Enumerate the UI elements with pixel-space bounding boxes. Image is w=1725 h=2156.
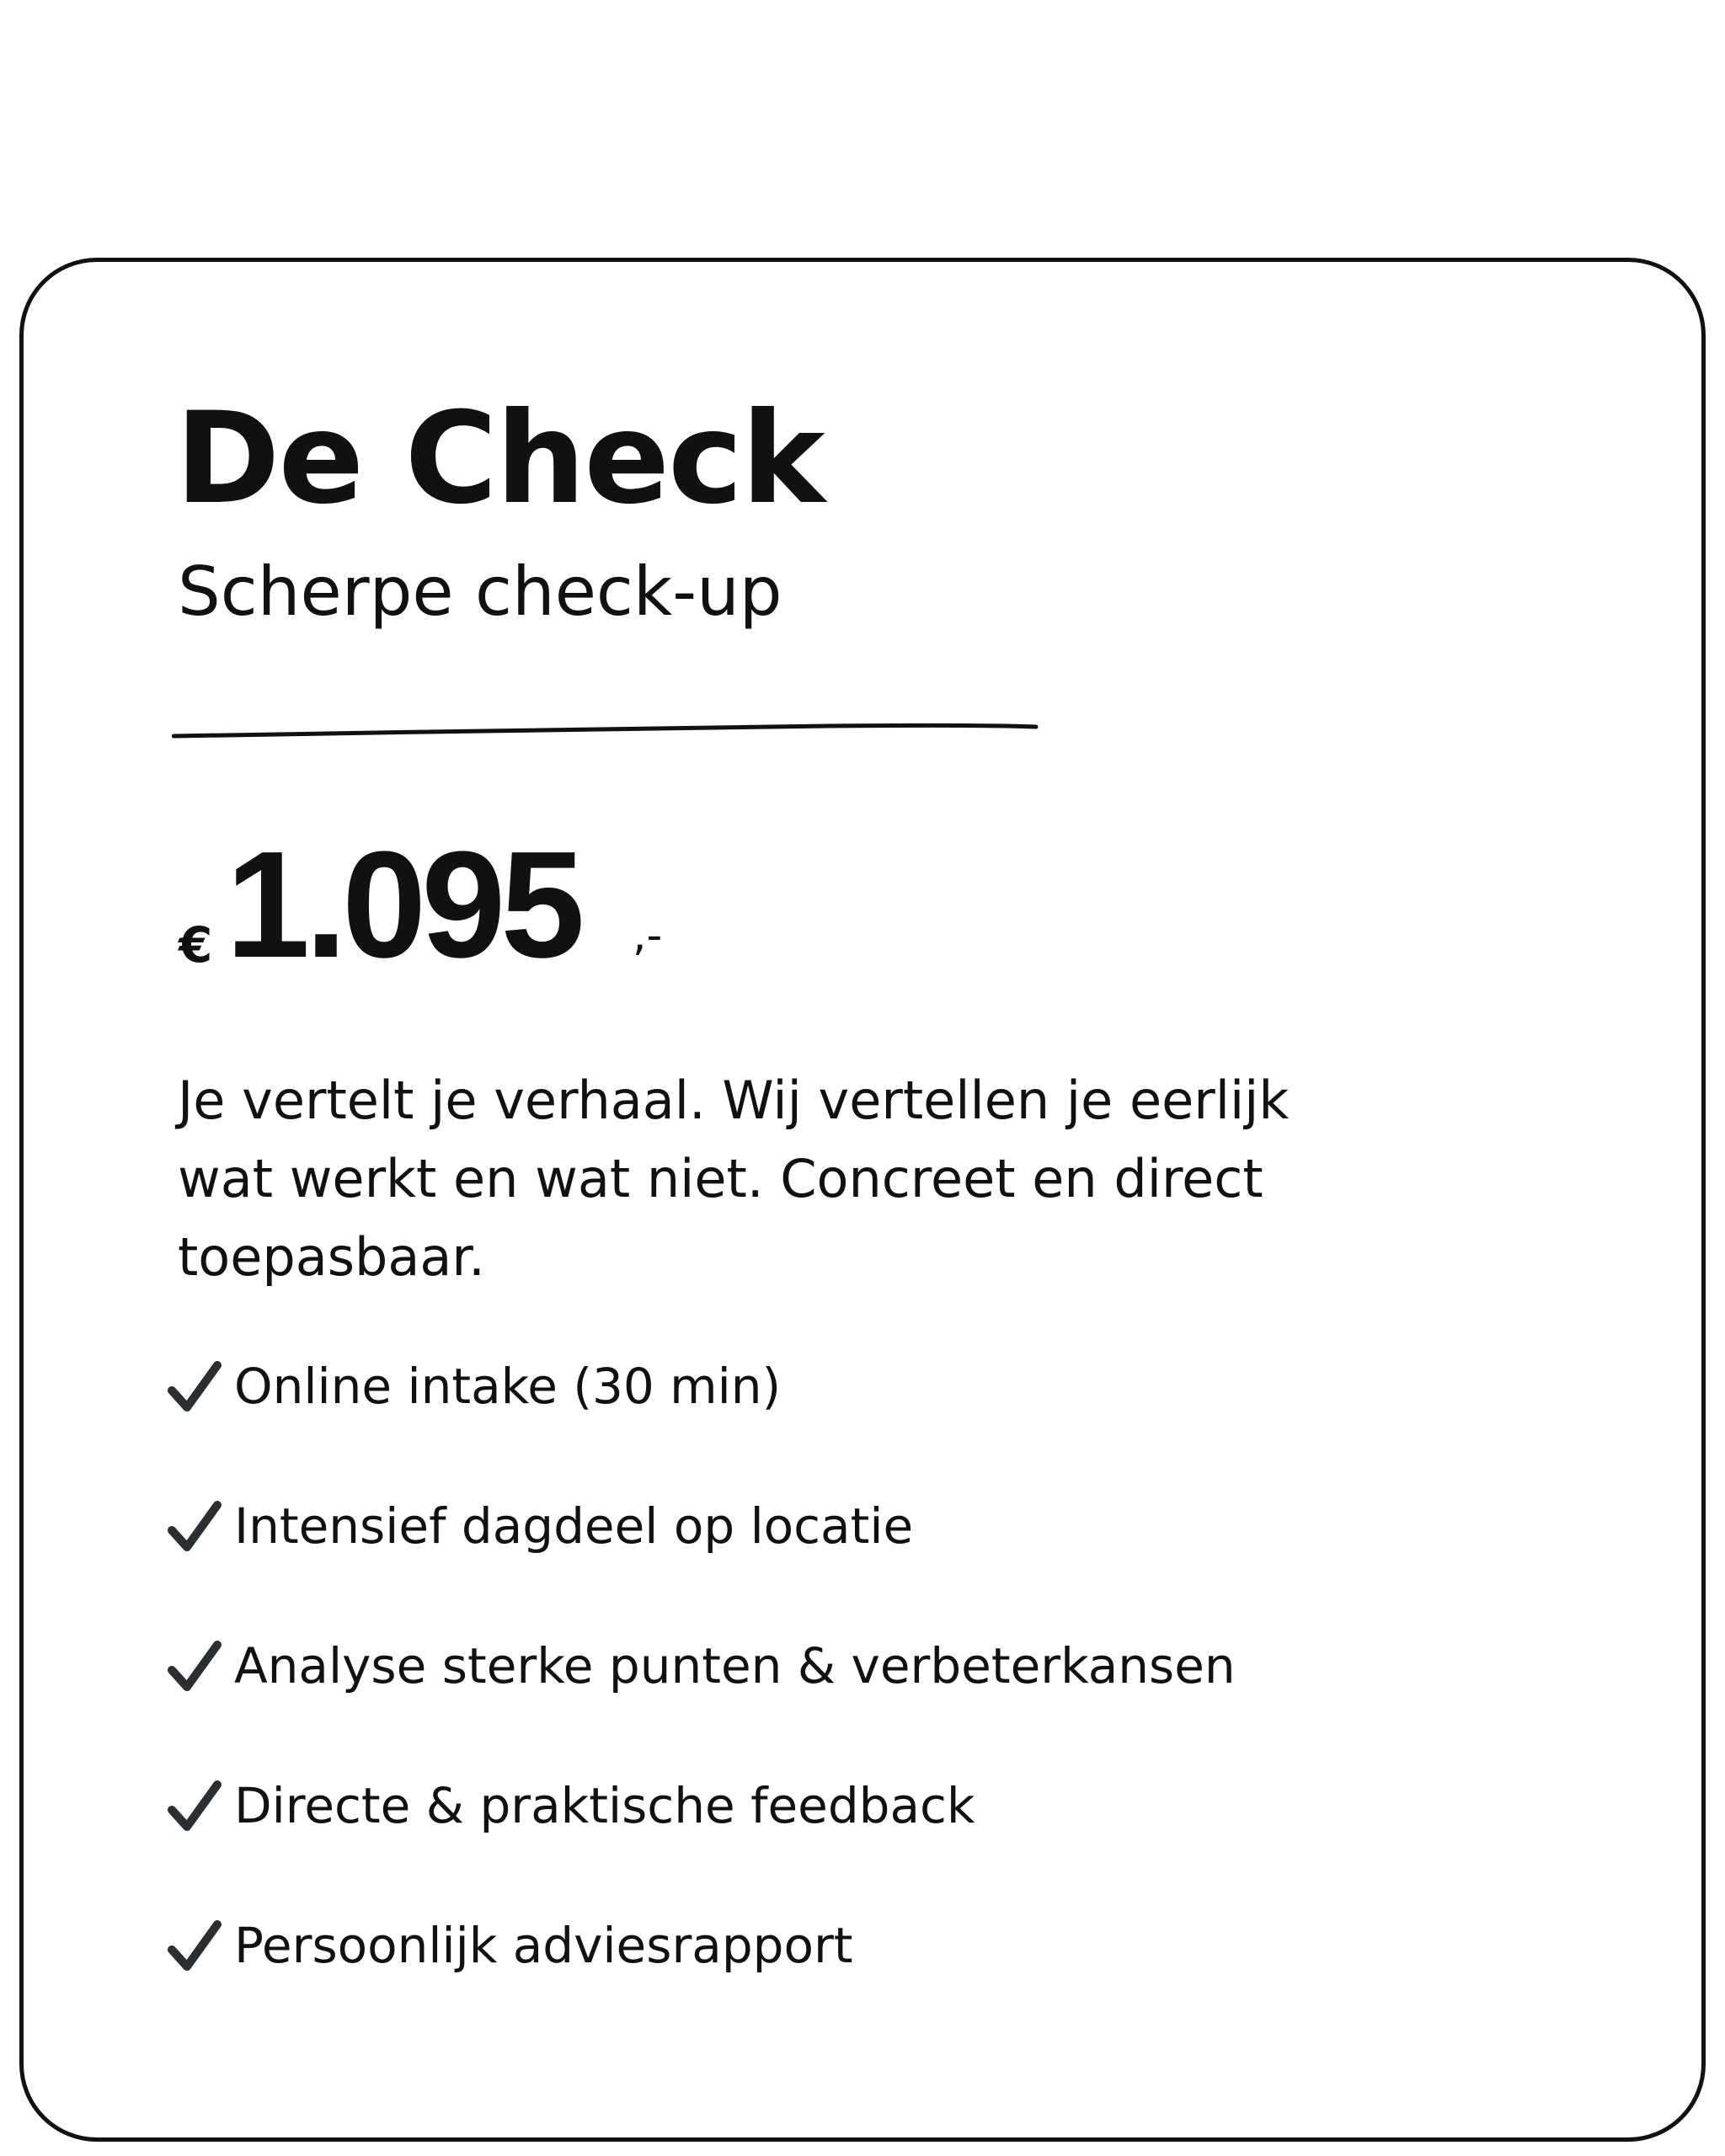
feature-item: [167, 1492, 1236, 1561]
card-title: De Check: [175, 386, 824, 532]
check-icon: [167, 1497, 224, 1556]
feature-item: [167, 1631, 1236, 1700]
feature-label: Online intake (30 min): [234, 1358, 782, 1415]
feature-label: Intensief dagdeel op locatie: [234, 1497, 914, 1555]
feature-item: [167, 1771, 1236, 1840]
feature-list: [167, 1352, 1236, 1980]
price-suffix: ,-: [633, 910, 663, 961]
feature-label: Persoonlijk adviesrapport: [234, 1917, 853, 1974]
card-subtitle: Scherpe check-up: [178, 552, 782, 631]
feature-label: Directe & praktische feedback: [234, 1777, 975, 1834]
check-icon: [167, 1357, 224, 1416]
card-description: Je vertelt je verhaal. Wij vertellen je eerlijk wat werkt en wat niet. Concreet en direct toepasbaar.: [178, 1070, 1290, 1288]
feature-label: Analyse sterke punten & verbeterkansen: [234, 1637, 1236, 1694]
feature-item: [167, 1352, 1236, 1421]
feature-item: [167, 1911, 1236, 1980]
price-currency: €: [179, 916, 213, 974]
check-icon: [167, 1776, 224, 1835]
check-icon: [167, 1636, 224, 1695]
check-icon: [167, 1916, 224, 1975]
hand-drawn-divider: [172, 707, 1039, 741]
price-amount: 1.095: [226, 820, 580, 990]
